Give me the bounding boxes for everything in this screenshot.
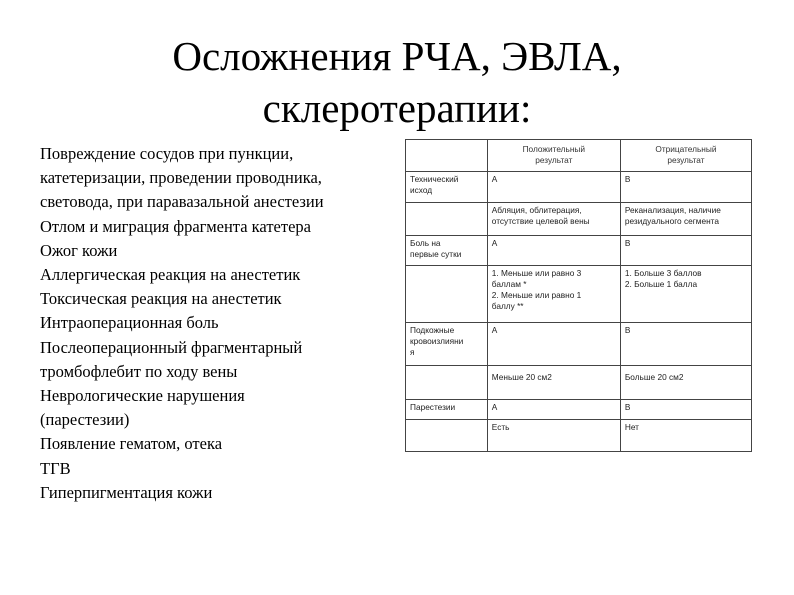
complications-list bbox=[40, 142, 390, 505]
list-item: катетеризации, проведении проводника, bbox=[40, 168, 322, 188]
table-cell bbox=[406, 366, 488, 400]
table-cell: В bbox=[620, 400, 751, 420]
table-row bbox=[406, 236, 752, 266]
list-item: Ожог кожи bbox=[40, 240, 118, 260]
table-cell: Нет bbox=[620, 420, 751, 452]
list-item: ТГВ bbox=[40, 458, 71, 478]
table-row bbox=[406, 323, 752, 366]
table-cell: А bbox=[487, 236, 620, 266]
list-item: (парестезии) bbox=[40, 410, 130, 430]
slide-title-line-2: склеротерапии: bbox=[262, 85, 532, 131]
table-cell: 1. Меньше или равно 3 баллам * 2. Меньше или равно 1 баллу ** bbox=[487, 266, 620, 323]
table-cell: Парестезии bbox=[406, 400, 488, 420]
list-item: Токсическая реакция на анестетик bbox=[40, 289, 282, 309]
table-cell: В bbox=[620, 236, 751, 266]
table-cell: Есть bbox=[487, 420, 620, 452]
table-row bbox=[406, 420, 752, 452]
table-cell: Подкожные кровоизлияни я bbox=[406, 323, 488, 366]
table-header-cell: Отрицательный результат bbox=[620, 140, 751, 172]
list-item: Отлом и миграция фрагмента катетера bbox=[40, 216, 311, 236]
list-item: Послеоперационный фрагментарный bbox=[40, 337, 303, 357]
list-item: Интраоперационная боль bbox=[40, 313, 219, 333]
list-item: Повреждение сосудов при пункции, bbox=[40, 144, 294, 163]
table-row bbox=[406, 266, 752, 323]
list-item: тромбофлебит по ходу вены bbox=[40, 361, 238, 381]
list-item: Гиперпигментация кожи bbox=[40, 482, 213, 502]
list-item: Появление гематом, отека bbox=[40, 434, 223, 454]
table-cell: Абляция, облитерация, отсутствие целевой вены bbox=[487, 203, 620, 236]
table-row bbox=[406, 400, 752, 420]
list-item: световода, при паравазальной анестезии bbox=[40, 192, 324, 212]
table-cell: А bbox=[487, 323, 620, 366]
table-cell: В bbox=[620, 323, 751, 366]
list-item: Аллергическая реакция на анестетик bbox=[40, 265, 301, 285]
table-cell: А bbox=[487, 172, 620, 203]
table-cell: Меньше 20 см2 bbox=[487, 366, 620, 400]
table-cell: Реканализация, наличие резидуального сегмента bbox=[620, 203, 751, 236]
table-cell: А bbox=[487, 400, 620, 420]
table-cell: 1. Больше 3 баллов 2. Больше 1 балла bbox=[620, 266, 751, 323]
table-header-cell bbox=[406, 140, 488, 172]
results-table bbox=[405, 139, 752, 452]
table-row bbox=[406, 203, 752, 236]
table-header-cell: Положительный результат bbox=[487, 140, 620, 172]
list-item: Неврологические нарушения bbox=[40, 386, 245, 406]
slide-title bbox=[0, 30, 794, 134]
table-cell bbox=[406, 266, 488, 323]
table-cell: Больше 20 см2 bbox=[620, 366, 751, 400]
table-cell bbox=[406, 203, 488, 236]
table-cell bbox=[406, 420, 488, 452]
table-row bbox=[406, 366, 752, 400]
slide-title-line-1: Осложнения РЧА, ЭВЛА, bbox=[172, 33, 622, 79]
table-header-row bbox=[406, 140, 752, 172]
table-cell: Боль на первые сутки bbox=[406, 236, 488, 266]
table-row bbox=[406, 172, 752, 203]
table-cell: В bbox=[620, 172, 751, 203]
table-cell: Технический исход bbox=[406, 172, 488, 203]
